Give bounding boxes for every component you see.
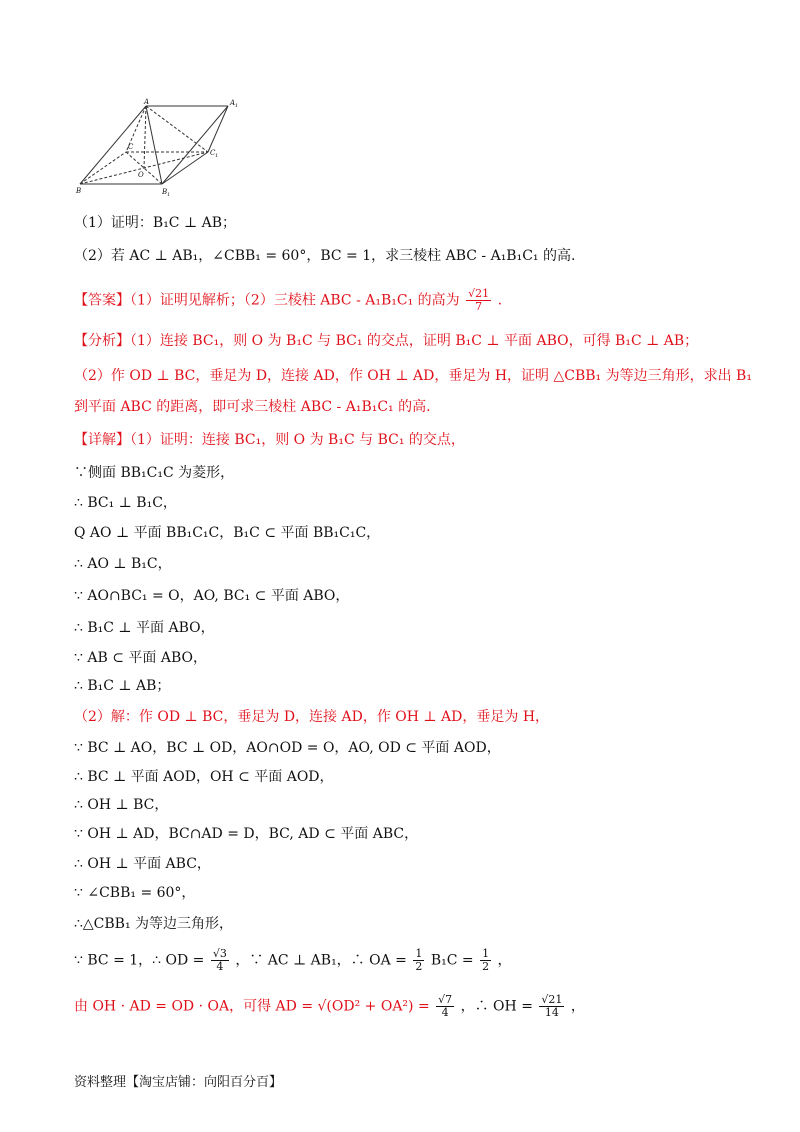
detail-7: ∴ B₁C ⊥ 平面 ABO， — [74, 620, 215, 636]
fraction-oh: $\frac{√21}{14}$ — [541, 993, 563, 1019]
solution-7: ∵ ∠CBB₁ = 60°， — [74, 885, 196, 901]
solution-10: 由 OH · AD = OD · OA，可得 AD = √(OD² + OA²) = $\frac{√7}{4}$ ，∴ OH = $\frac{√21}{14}$ ， — [74, 993, 585, 1019]
question-1: （1）证明：B₁C ⊥ AB； — [74, 215, 236, 231]
svg-text:1: 1 — [235, 103, 239, 109]
edge-A1-B1 — [162, 106, 228, 184]
solution-2: ∵ BC ⊥ AO，BC ⊥ OD，AO∩OD = O，AO, OD ⊂ 平面 AOD， — [74, 740, 501, 756]
detail-6: ∵ AO∩BC₁ = O，AO, BC₁ ⊂ 平面 ABO， — [74, 588, 350, 604]
detail-1: 【详解】（1）证明：连接 BC₁，则 O 为 B₁C 与 BC₁ 的交点， — [74, 432, 465, 448]
detail-8: ∵ AB ⊂ 平面 ABO， — [74, 650, 207, 666]
label-B: B — [76, 187, 82, 195]
fraction-od: $\frac{√3}{4}$ — [212, 947, 227, 973]
solution-10-lead: 由 OH · AD = OD · OA，可得 AD = √(OD² + OA²) = — [74, 998, 430, 1015]
solution-9: ∵ BC = 1，∴ OD = $\frac{√3}{4}$ ，∵ AC ⊥ AB₁，∴ OA = $\frac{1}{2}$ B₁C = $\frac{1}{2}$ ， — [74, 947, 512, 973]
analysis-2: （2）作 OD ⊥ BC，垂足为 D，连接 AD，作 OH ⊥ AD，垂足为 H，证明 △CBB₁ 为等边三角形，求出 B₁ — [74, 368, 752, 384]
detail-5: ∴ AO ⊥ B₁C， — [74, 556, 172, 572]
svg-text:1: 1 — [215, 153, 219, 159]
solution-1: （2）解：作 OD ⊥ BC，垂足为 D，连接 AD，作 OH ⊥ AD，垂足为 H， — [74, 709, 550, 725]
detail-3: ∴ BC₁ ⊥ B₁C， — [74, 495, 177, 511]
label-A1: A — [230, 99, 236, 107]
footer-source: 资料整理【淘宝店铺：向阳百分百】 — [74, 1075, 283, 1090]
label-C1: C — [210, 149, 216, 157]
edge-B-A — [80, 106, 146, 184]
answer-text: 【答案】（1）证明见解析；（2）三棱柱 ABC - A₁B₁C₁ 的高为 — [74, 292, 460, 309]
answer-fraction: $\frac{√21}{7}$ — [468, 287, 490, 313]
label-O: O — [138, 171, 144, 179]
fraction-oa-2: $\frac{1}{2}$ — [482, 947, 490, 973]
solution-3: ∴ BC ⊥ 平面 AOD，OH ⊂ 平面 AOD， — [74, 769, 334, 785]
label-B1: B — [162, 188, 168, 196]
svg-text:1: 1 — [167, 192, 171, 196]
analysis-1: 【分析】（1）连接 BC₁，则 O 为 B₁C 与 BC₁ 的交点，证明 B₁C ⊥ 平面 ABO，可得 B₁C ⊥ AB； — [74, 333, 699, 349]
edge-A-O — [144, 106, 146, 168]
detail-9: ∴ B₁C ⊥ AB； — [74, 678, 171, 694]
edge-A-C1 — [146, 106, 208, 152]
detail-4: Q AO ⊥ 平面 BB₁C₁C，B₁C ⊂ 平面 BB₁C₁C， — [74, 525, 381, 541]
label-C: C — [128, 143, 134, 151]
solution-5: ∵ OH ⊥ AD，BC∩AD = D，BC, AD ⊂ 平面 ABC， — [74, 826, 419, 842]
detail-2: ∵侧面 BB₁C₁C 为菱形， — [74, 465, 235, 481]
edge-A1-C1 — [208, 106, 228, 152]
analysis-3: 到平面 ABC 的距离，即可求三棱柱 ABC - A₁B₁C₁ 的高. — [74, 399, 431, 415]
label-A: A — [144, 98, 150, 106]
answer-line: 【答案】（1）证明见解析；（2）三棱柱 ABC - A₁B₁C₁ 的高为 $\frac{√21}{7}$ . — [74, 287, 503, 313]
fraction-oa-1: $\frac{1}{2}$ — [415, 947, 423, 973]
solution-4: ∴ OH ⊥ BC， — [74, 797, 169, 813]
prism-figure — [74, 98, 244, 196]
solution-6: ∴ OH ⊥ 平面 ABC， — [74, 856, 211, 872]
fraction-ad: $\frac{√7}{4}$ — [438, 993, 453, 1019]
question-2: （2）若 AC ⊥ AB₁，∠CBB₁ = 60°，BC = 1，求三棱柱 ABC - A₁B₁C₁ 的高. — [74, 248, 576, 264]
solution-8: ∴△CBB₁ 为等边三角形， — [74, 916, 234, 932]
